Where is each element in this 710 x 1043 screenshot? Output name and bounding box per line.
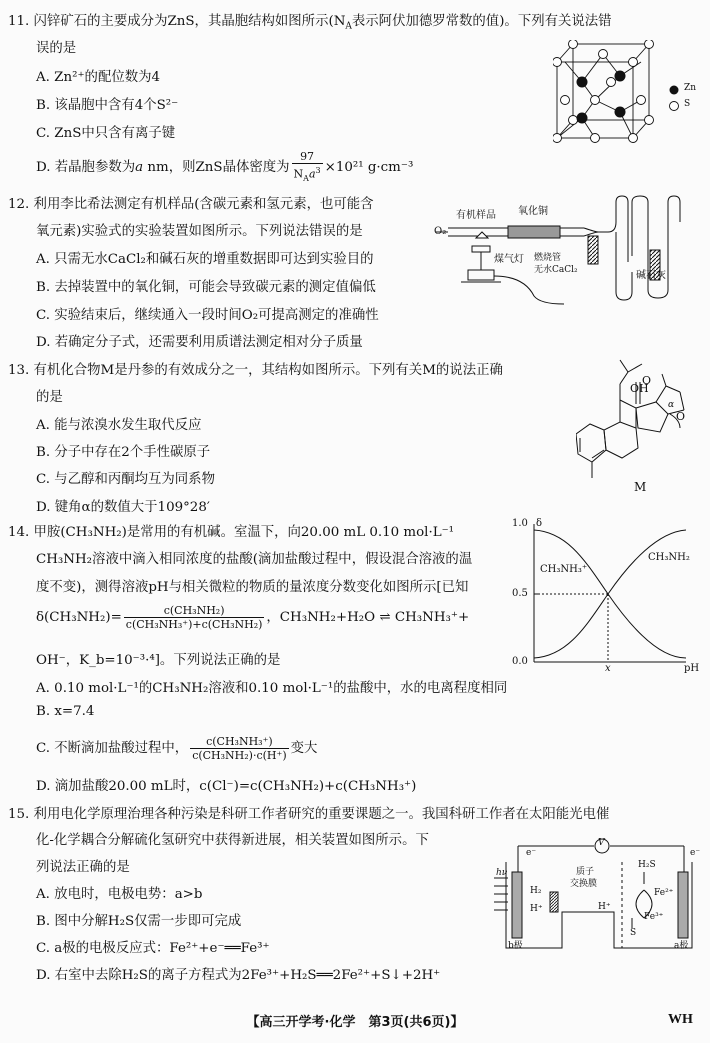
q13-option-a: A. 能与浓溴水发生取代反应 [36,418,202,433]
soda-lime-label: 碱石灰 [636,270,666,281]
q14-stem-line4: δ(CH₃NH₂)= $\frac{\text{c(CH₃NH₂)}}{\text{c(CH₃NH₃⁺)+c(CH₃NH₂)}}$ ，CH₃NH₂+H₂O ⇌ CH₃NH₃⁺+ [36,604,470,631]
legend-zn-label: Zn [684,83,697,93]
h2s-label: H₂S [638,860,656,870]
chart-y05-tick: 0.5 [512,588,528,599]
q11-option-b: B. 该晶胞中含有4个S²⁻ [36,98,179,113]
q15-stem-line3: 列说法正确的是 [36,860,130,875]
electrode-a-label: a极 [674,941,689,951]
q14-c-fraction: $\frac{\text{c(CH₃NH₃⁺)}}{\text{c(CH₃NH₂)·c(H⁺)}}$ [192,735,287,762]
sulfur-label: S [630,928,637,938]
q13-stem-line2: 的是 [36,390,63,405]
q15-stem-line1: 15. 利用电化学原理治理各种污染是科研工作者研究的重要课题之一。我国科研工作者在太阳能光电催 [8,807,610,822]
q15-option-d: D. 右室中去除H₂S的离子方程式为2Fe³⁺+H₂S══2Fe²⁺+S↓+2H⁺ [36,968,441,983]
q11-option-d: D. 若晶胞参数为a nm，则ZnS晶体密度为 $\frac{97}{N_Aa^3}$ ×10²¹ g·cm⁻³ [36,150,414,183]
hplus-left-label: H⁺ [530,904,543,914]
cacl2-label: 无水CaCl₂ [534,265,578,275]
q13-stem-line1: 13. 有机化合物M是丹参的有效成分之一，其结构如图所示。下列有关M的说法正确 [8,363,503,378]
q12-option-d: D. 若确定分子式，还需要利用质谱法测定相对分子质量 [36,335,363,350]
legend-s-label: S [684,99,691,109]
sample-label: 有机样品 [456,210,496,221]
q14-distribution-chart [508,518,704,676]
q13-option-d: D. 键角α的数值大于109°28′ [36,500,210,515]
page-footer: 【高三开学考·化学 第3页(共6页)】 [246,1015,464,1030]
footer-code: WH [668,1012,693,1027]
q11-option-c: C. ZnS中只含有离子键 [36,126,176,141]
q11-option-a: A. Zn²⁺的配位数为4 [36,70,161,85]
q12-option-b: B. 去掉装置中的氧化铜，可能会导致碳元素的测定值偏低 [36,280,376,295]
q14-option-b: B. x=7.4 [36,704,95,719]
electron-right-label: e⁻ [690,848,701,858]
delta-fraction: $\frac{\text{c(CH₃NH₂)}}{\text{c(CH₃NH₃⁺)+c(CH₃NH₂)}}$ [125,604,263,631]
q14-option-c: C. 不断滴加盐酸过程中， $\frac{\text{c(CH₃NH₃⁺)}}{\text{c(CH₃NH₂)·c(H⁺)}}$ 变大 [36,735,318,762]
q13-option-b: B. 分子中存在2个手性碳原子 [36,445,211,460]
q12-stem-line2: 氧元素)实验式的实验装置如图所示。下列说法错误的是 [36,224,363,239]
chart-delta-label: δ [536,518,543,529]
cuo-label: 氧化铜 [518,206,548,217]
fe3-label: Fe³⁺ [644,912,664,922]
light-label: hν [496,868,508,878]
lamp-label: 煤气灯 [494,254,524,265]
carbonyl-o-label: O [642,374,652,387]
q14-stem-line3: 度不变)，测得溶液pH与相关微粒的物质的量浓度分数变化如图所示[已知 [36,580,469,595]
ring-o-label: O [676,410,686,423]
voltmeter-label: V [598,838,605,848]
o2-label: O₂ [434,226,447,237]
q15-cell-figure [494,832,704,952]
q15-option-b: B. 图中分解H₂S仅需一步即可完成 [36,914,242,929]
q12-option-c: C. 实验结束后，继续通入一段时间O₂可提高测定的准确性 [36,308,379,323]
q11-stem-line1: 11. 闪锌矿石的主要成分为ZnS，其晶胞结构如图所示($N_A$表示阿伏加德罗常数的值)。下列有关说法错 [8,14,612,32]
membrane-label-1: 质子 [576,867,595,877]
chart-ph-label: pH [684,663,700,674]
chart-y1-tick: 1.0 [512,518,528,529]
membrane-label-2: 交换膜 [570,879,598,889]
q11-unit-cell-figure [553,40,708,150]
molecule-m-label: M [634,480,647,494]
series-ch3nh3-label: CH₃NH₃⁺ [540,564,588,575]
q15-option-c: C. a极的电极反应式：Fe²⁺+e⁻══Fe³⁺ [36,941,270,956]
q14-stem-line1: 14. 甲胺(CH₃NH₂)是常用的有机碱。室温下，向20.00 mL 0.10 mol·L⁻¹ [8,525,455,540]
fe2-label: Fe²⁺ [654,888,674,898]
hydroxyl-label: OH [630,382,649,395]
q12-option-a: A. 只需无水CaCl₂和碱石灰的增重数据即可达到实验目的 [36,252,374,267]
hplus-mid-label: H⁺ [598,902,611,912]
q14-option-a: A. 0.10 mol·L⁻¹的CH₃NH₂溶液和0.10 mol·L⁻¹的盐酸中，水的电离程度相同 [36,681,508,696]
q13-option-c: C. 与乙醇和丙酮均互为同系物 [36,472,215,487]
chart-y0-tick: 0.0 [512,656,528,667]
h2-label: H₂ [530,886,542,896]
electrode-b-label: b极 [508,941,523,951]
q11-stem-line2: 误的是 [36,41,77,56]
q13-molecule-figure [576,352,702,502]
q15-option-a: A. 放电时，电极电势：a>b [36,887,203,902]
q15-stem-line2: 化-化学耦合分解硫化氢研究中获得新进展，相关装置如图所示。下 [36,833,429,848]
q14-stem-line2: CH₃NH₂溶液中滴入相同浓度的盐酸(滴加盐酸过程中，假设混合溶液的温 [36,552,473,567]
alpha-label: α [668,400,675,410]
chart-x-tick: x [605,663,611,674]
q12-apparatus-figure [436,190,698,310]
electron-left-label: e⁻ [526,848,537,858]
tube-label: 燃烧管 [534,253,562,263]
q14-option-d: D. 滴加盐酸20.00 mL时，c(Cl⁻)=c(CH₃NH₂)+c(CH₃NH₃⁺) [36,779,417,794]
series-ch3nh2-label: CH₃NH₂ [648,552,690,563]
q11-density-fraction: $\frac{97}{N_Aa^3}$ [293,150,321,183]
q12-stem-line1: 12. 利用李比希法测定有机样品(含碳元素和氢元素，也可能含 [8,197,374,212]
q14-stem-line5: OH⁻，K_b=10⁻³·⁴]。下列说法正确的是 [36,653,281,668]
